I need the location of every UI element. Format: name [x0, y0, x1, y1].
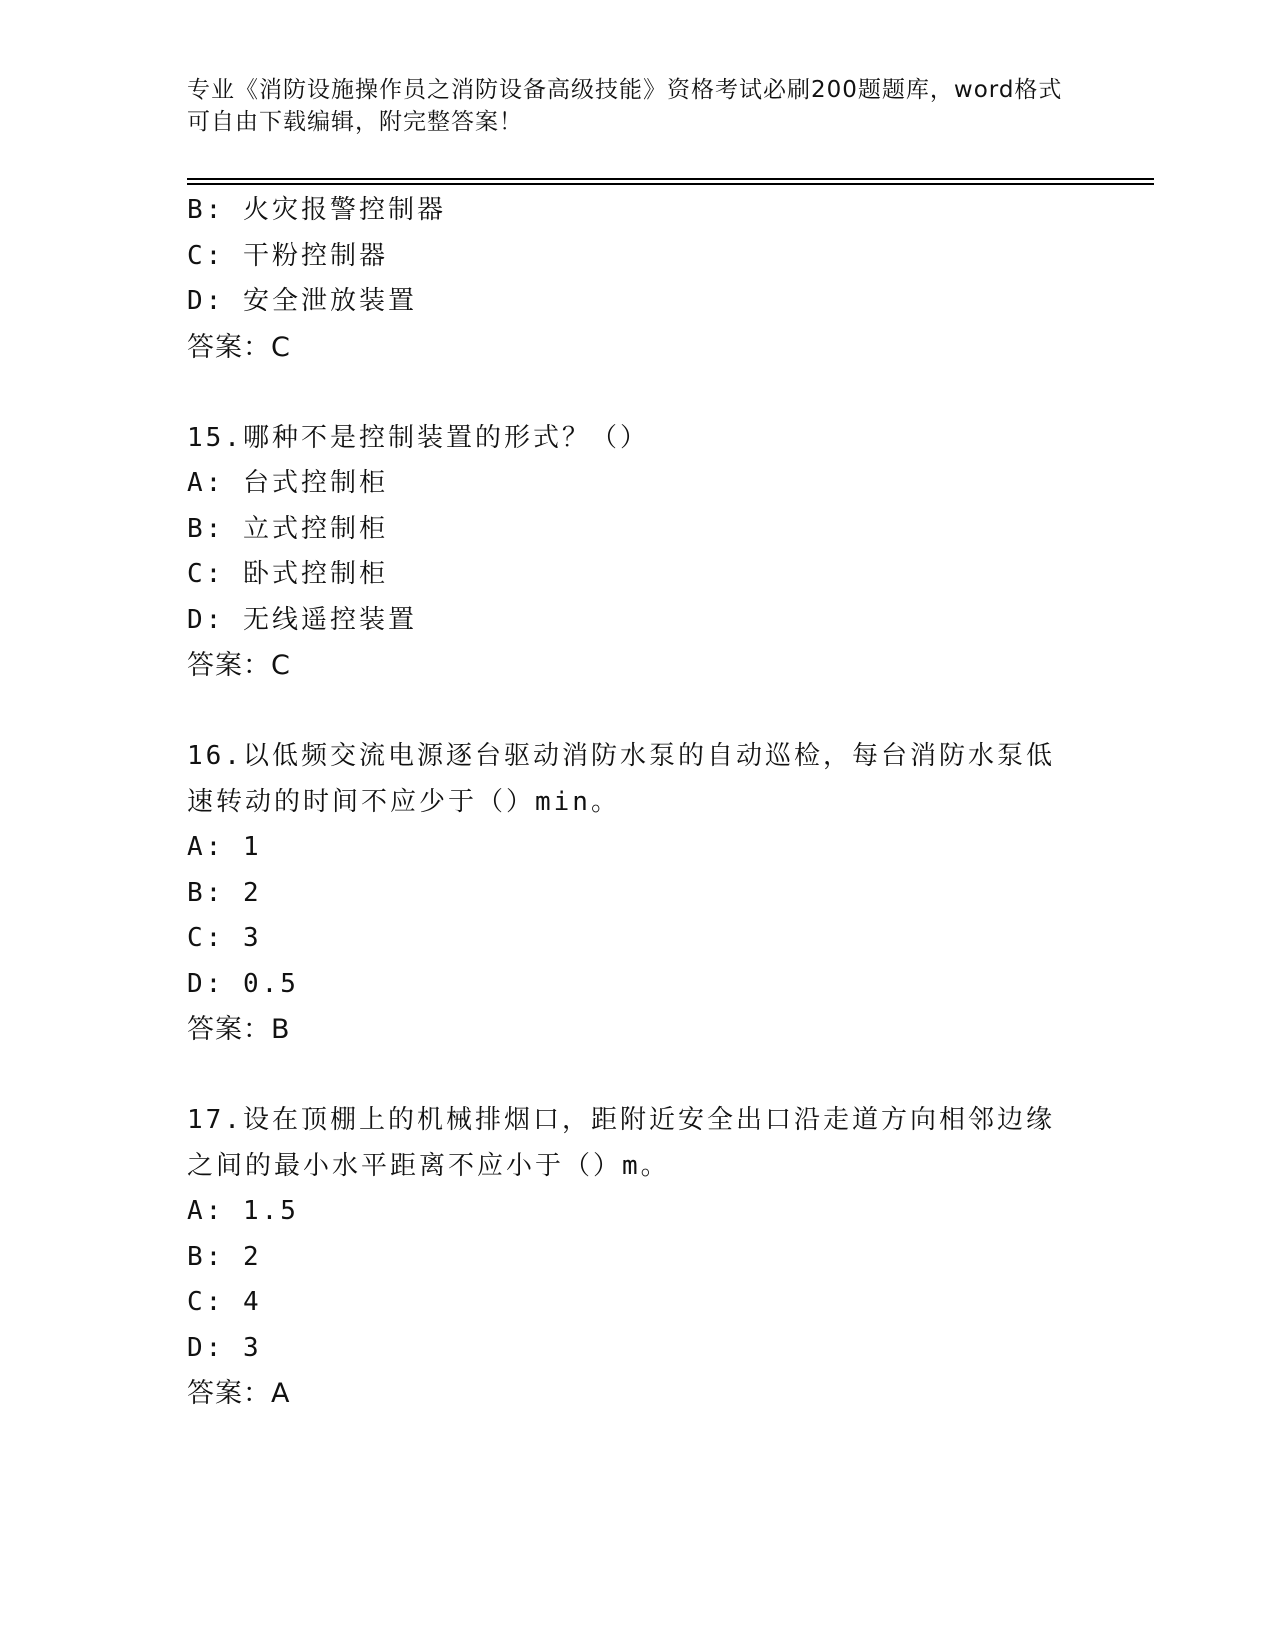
document-header: 专业《消防设施操作员之消防设备高级技能》资格考试必刷200题题库，word格式可自由下载编辑，附完整答案！ — [187, 77, 1063, 135]
answer-label: 答案：C — [187, 331, 291, 363]
answer-label: 答案：C — [187, 650, 291, 681]
option-a: A: 1 — [187, 832, 262, 862]
question-stem: 17.设在顶棚上的机械排烟口，距附近安全出口沿走道方向相邻边缘之间的最小水平距离不应小于（）m。 — [187, 1105, 1055, 1181]
option-b: B: 火灾报警控制器 — [187, 195, 446, 225]
option-d: D: 3 — [187, 1332, 262, 1363]
option-c: C: 3 — [187, 923, 262, 953]
question-16 — [187, 734, 1087, 1053]
option-d: D: 0.5 — [187, 968, 299, 999]
answer-label: 答案：A — [187, 1378, 291, 1409]
question-15 — [187, 416, 1087, 689]
option-d: D: 安全泄放装置 — [187, 286, 417, 316]
option-a: A: 1.5 — [187, 1196, 299, 1226]
option-b: B: 2 — [187, 1241, 262, 1272]
header-divider-bottom — [187, 183, 1154, 185]
option-b: B: 2 — [187, 877, 262, 908]
option-c: C: 卧式控制柜 — [187, 559, 388, 589]
header-divider-top — [187, 178, 1154, 180]
option-d: D: 无线遥控装置 — [187, 604, 417, 635]
question-17 — [187, 1098, 1087, 1417]
option-b: B: 立式控制柜 — [187, 513, 388, 544]
option-c: C: 干粉控制器 — [187, 240, 388, 271]
question-stem: 16.以低频交流电源逐台驱动消防水泵的自动巡检，每台消防水泵低速转动的时间不应少于（）min。 — [187, 741, 1055, 817]
question-stem: 15.哪种不是控制装置的形式？（） — [187, 422, 649, 453]
option-a: A: 台式控制柜 — [187, 468, 388, 498]
question-list — [187, 188, 1087, 1417]
answer-label: 答案：B — [187, 1014, 291, 1045]
question-14-continued — [187, 188, 1087, 370]
option-c: C: 4 — [187, 1287, 262, 1317]
